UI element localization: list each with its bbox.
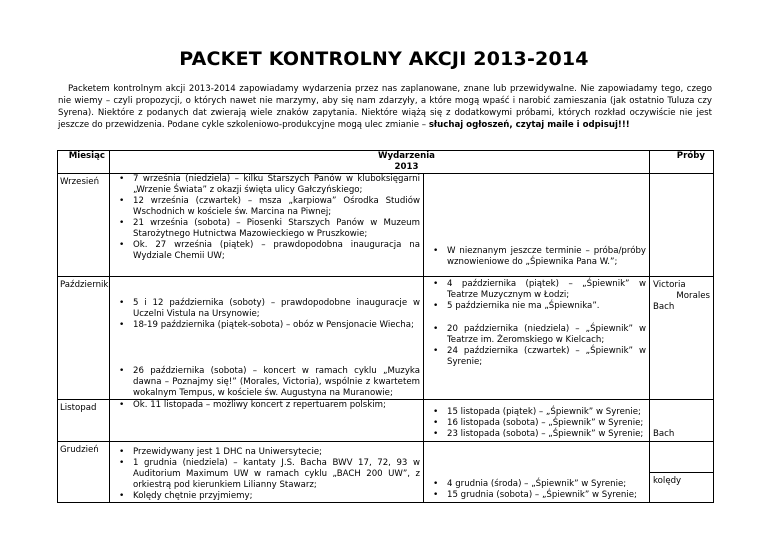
list-item: • 5 i 12 października (soboty) – prawdopodobne inauguracje w Uczelni Vistula na Ursynowie; [133, 298, 420, 320]
header-events-label: Wydarzenia [378, 151, 435, 161]
event-list [113, 366, 420, 399]
list-item: • 24 października (czwartek) – „Śpiewnik” w Syrenie; [447, 346, 646, 368]
list-item: • 1 grudnia (niedziela) – kantaty J.S. Bacha BWV 17, 72, 93 w Auditorium Maximum UW w ramach cyklu „BACH 200 UW”, z orkiestrą pod kierunkiem Lilianny Stawarz; [133, 458, 420, 491]
event-list [113, 298, 420, 331]
events-cell [110, 277, 424, 400]
table-header-row [58, 151, 714, 174]
list-item: • 20 października (niedziela) – „Śpiewnik” w Teatrze im. Żeromskiego w Kielcach; [447, 324, 646, 346]
intro-paragraph [58, 83, 712, 131]
table-row [58, 277, 714, 400]
event-list [113, 447, 420, 502]
list-item: • 16 listopada (sobota) – „Śpiewnik” w Syrenie; [447, 418, 646, 429]
events-cell [110, 174, 424, 277]
month-cell: Wrzesień [58, 174, 110, 277]
list-item: • 7 września (niedziela) – kilku Starszych Panów w kluboksięgarni „Wrzenie Świata” z okazji święta ulicy Gałczyńskiego; [133, 174, 420, 196]
schedule-table [57, 150, 714, 503]
rehearsals-cell [650, 174, 714, 277]
list-item: • 12 września (czwartek) – msza „karpiowa” Ośrodka Studiów Wschodnich w kościele św. Marcina na Piwnej; [133, 196, 420, 218]
rehearsal-item: Bach [653, 302, 675, 312]
rehearsals-cell [650, 277, 714, 400]
header-month: Miesiąc [58, 151, 110, 174]
table-row [58, 442, 714, 503]
events-cell [110, 442, 424, 503]
rehearsal-item: kolędy [650, 472, 713, 487]
table-row [58, 174, 714, 277]
event-list [113, 174, 420, 262]
month-cell: Październik [58, 277, 110, 400]
list-item: • Ok. 11 listopada – możliwy koncert z repertuarem polskim; [133, 400, 420, 411]
list-item: • Przewidywany jest 1 DHC na Uniwersytecie; [133, 447, 420, 458]
list-item: • 21 września (sobota) – Piosenki Starszych Panów w Muzeum Starożytnego Hutnictwa Mazowieckiego w Pruszkowie; [133, 218, 420, 240]
event-list [113, 400, 420, 411]
choir-cell [424, 277, 650, 400]
choir-list [427, 479, 646, 501]
month-cell: Listopad [58, 400, 110, 442]
list-item: • 15 grudnia (sobota) – „Śpiewnik” w Syrenie; [447, 490, 646, 501]
choir-list [427, 279, 646, 312]
choir-list [427, 407, 646, 440]
header-rehearsals: Próby [650, 151, 714, 174]
choir-cell [424, 174, 650, 277]
list-item: • 5 października nie ma „Śpiewnika”. [447, 301, 646, 312]
list-item: • 4 października (piątek) – „Śpiewnik” w Teatrze Muzycznym w Łodzi; [447, 279, 646, 301]
list-item: • Ok. 27 września (piątek) – prawdopodobna inauguracja na Wydziale Chemii UW; [133, 240, 420, 262]
list-item: • W nieznanym jeszcze terminie – próba/próby wznowieniowe do „Śpiewnika Pana W.”; [447, 246, 646, 268]
rehearsals-cell [650, 442, 714, 503]
choir-cell [424, 400, 650, 442]
list-item: • 4 grudnia (środa) – „Śpiewnik” w Syrenie; [447, 479, 646, 490]
list-item: • Kolędy chętnie przyjmiemy; [133, 491, 420, 502]
list-item: • 18-19 października (piątek-sobota) – obóz w Pensjonacie Wiecha; [133, 320, 420, 331]
choir-cell [424, 442, 650, 503]
header-events [110, 151, 650, 174]
list-item: • 26 października (sobota) – koncert w ramach cyklu „Muzyka dawna – Poznajmy się!” (Morales, Victoria), wspólnie z kwartetem wokalnym Tempus, w kościele św. Augustyna na Muranowie; [133, 366, 420, 399]
rehearsals-cell: Bach [650, 400, 714, 442]
events-cell [110, 400, 424, 442]
rehearsal-item: Victoria [653, 280, 686, 290]
header-year: 2013 [394, 162, 419, 172]
choir-list [427, 246, 646, 268]
table-row [58, 400, 714, 442]
intro-text: Packetem kontrolnym akcji 2013-2014 zapowiadamy wydarzenia przez nas zaplanowane, znane lub przewidywalne. Nie zapowiadamy tego, czego nie wiemy – czyli propozycji, o których nawet nie marzymy, aby się nam zdarzyły, a które mogą wpaść i narobić zamieszania (jak ostatnio Tuluza czy Syrena). Niektóre z podanych dat zwierają wiele znaków zapytania. Niektóre wiążą się z dodatkowymi próbami, których rozkład oczywiście nie jest jeszcze do przewidzenia. Podane cykle szkoleniowo-produkcyjne mogą ulec zmianie – [58, 84, 712, 130]
month-cell: Grudzień [58, 442, 110, 503]
list-item: • 15 listopada (piątek) – „Śpiewnik” w Syrenie; [447, 407, 646, 418]
document-title: PACKET KONTROLNY AKCJI 2013-2014 [179, 48, 589, 70]
rehearsal-item: Morales [676, 291, 710, 301]
list-item: • 23 listopada (sobota) – „Śpiewnik” w Syrenie; [447, 429, 646, 440]
choir-list [427, 324, 646, 368]
intro-bold-text: słuchaj ogłoszeń, czytaj maile i odpisuj!!! [428, 120, 630, 130]
